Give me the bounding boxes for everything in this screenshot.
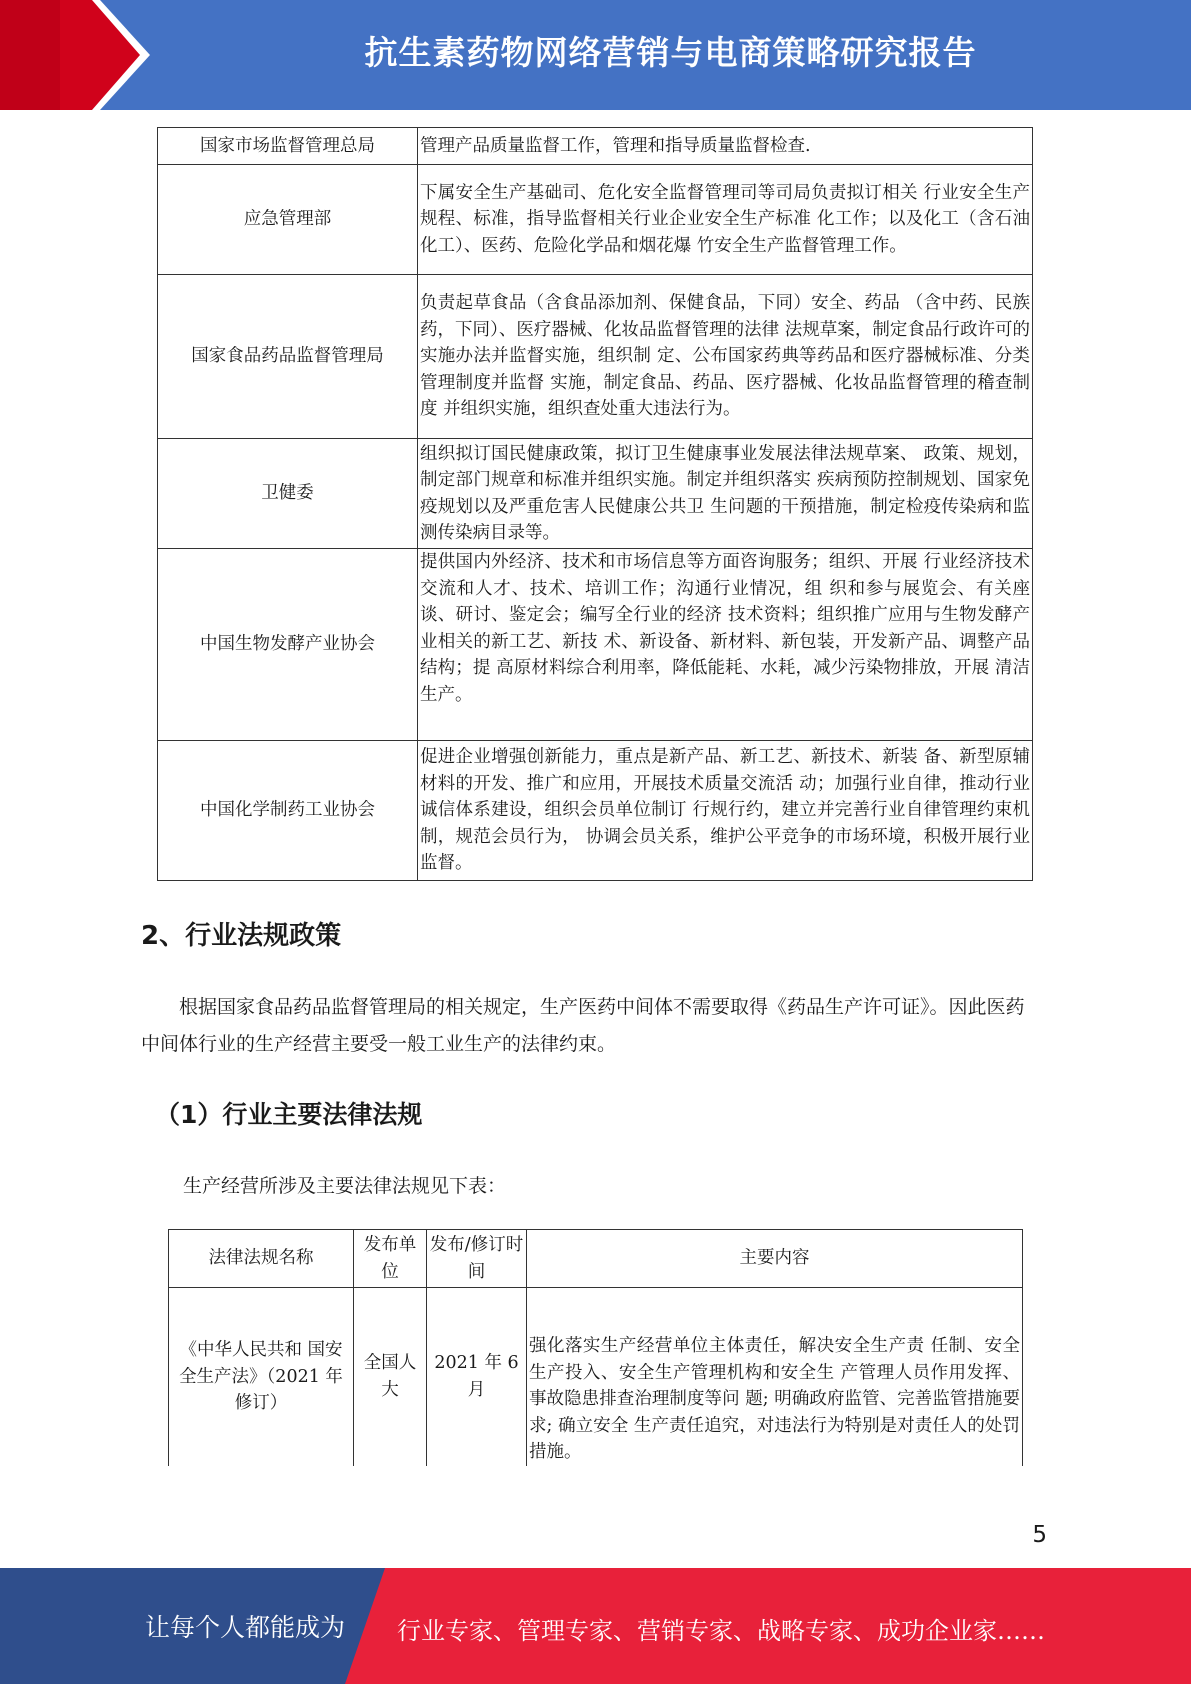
org-cell: 国家市场监督管理总局 <box>158 128 418 165</box>
table-row <box>169 1288 1023 1466</box>
content-cell: 强化落实生产经营单位主体责任，解决安全生产责 任制、安全生产投入、安全生产管理机构和安全生 产管理人员作用发挥、事故隐患排查治理制度等问 题; 明确政府监管、完善监管措施要求; 确立安全 生产责任追究，对违法行为特别是对责任人的处罚 措施。 <box>527 1288 1023 1466</box>
footer-slogan-left: 让每个人都能成为 <box>145 1613 346 1642</box>
issuer-cell: 全国人大 <box>354 1288 427 1466</box>
table-row <box>158 275 1033 439</box>
table-row <box>158 439 1033 549</box>
duty-cell: 组织拟订国民健康政策，拟订卫生健康事业发展法律法规草案、 政策、规划，制定部门规章和标准并组织实施。制定并组织落实 疾病预防控制规划、国家免疫规划以及严重危害人民健康公共卫 生问题的干预措施，制定检疫传染病和监测传染病目录等。 <box>418 439 1033 549</box>
header-red-chevron <box>0 0 160 110</box>
report-title: 抗生素药物网络营销与电商策略研究报告 <box>364 33 977 72</box>
table-row <box>158 741 1033 881</box>
column-header: 发布/修订时间 <box>427 1230 527 1288</box>
laws-table <box>168 1229 1023 1466</box>
duty-cell: 管理产品质量监督工作，管理和指导质量监督检查. <box>418 128 1033 165</box>
org-cell: 中国生物发酵产业协会 <box>158 549 418 741</box>
duty-cell: 促进企业增强创新能力，重点是新产品、新工艺、新技术、新装 备、新型原辅材料的开发、推广和应用，开展技术质量交流活 动；加强行业自律，推动行业诚信体系建设，组织会员单位制订 行规行约，建立并完善行业自律管理约束机制，规范会员行为， 协调会员关系，维护公平竞争的市场环境，积极开展行业监督。 <box>418 741 1033 881</box>
regulators-table <box>157 127 1033 881</box>
duty-cell: 提供国内外经济、技术和市场信息等方面咨询服务；组织、开展 行业经济技术交流和人才、技术、培训工作；沟通行业情况，组 织和参与展览会、有关座谈、研讨、鉴定会；编写全行业的经济 技术资料；组织推广应用与生物发酵产业相关的新工艺、新技 术、新设备、新材料、新包装，开发新产品、调整产品结构；提 高原材料综合利用率，降低能耗、水耗，减少污染物排放，开展 清洁生产。 <box>418 549 1033 741</box>
page-number: 5 <box>1032 1522 1047 1548</box>
duty-cell: 下属安全生产基础司、危化安全监督管理司等司局负责拟订相关 行业安全生产规程、标准，指导监督相关行业企业安全生产标准 化工作；以及化工（含石油化工）、医药、危险化学品和烟花爆 竹安全生产监督管理工作。 <box>418 165 1033 275</box>
column-header: 发布单位 <box>354 1230 427 1288</box>
table-header-row <box>169 1230 1023 1288</box>
org-cell: 中国化学制药工业协会 <box>158 741 418 881</box>
column-header: 主要内容 <box>527 1230 1023 1288</box>
subsection-heading: （1）行业主要法律法规 <box>155 1100 423 1129</box>
org-cell: 应急管理部 <box>158 165 418 275</box>
table-row <box>158 128 1033 165</box>
footer-slogan-right: 行业专家、管理专家、营销专家、战略专家、成功企业家…… <box>397 1617 1045 1645</box>
column-header: 法律法规名称 <box>169 1230 354 1288</box>
table-row <box>158 165 1033 275</box>
body-paragraph: 生产经营所涉及主要法律法规见下表： <box>183 1175 507 1197</box>
law-name-cell: 《中华人民共和 国安全生产法》（2021 年修订） <box>169 1288 354 1466</box>
org-cell: 卫健委 <box>158 439 418 549</box>
duty-cell: 负责起草食品（含食品添加剂、保健食品，下同）安全、药品 （含中药、民族药，下同）、医疗器械、化妆品监督管理的法律 法规草案，制定食品行政许可的实施办法并监督实施，组织制 定、公布国家药典等药品和医疗器械标准、分类管理制度并监督 实施，制定食品、药品、医疗器械、化妆品监督管理的稽查制度 并组织实施，组织查处重大违法行为。 <box>418 275 1033 439</box>
org-cell: 国家食品药品监督管理局 <box>158 275 418 439</box>
section-heading: 2、行业法规政策 <box>141 921 342 951</box>
table-row <box>158 549 1033 741</box>
body-paragraph: 根据国家食品药品监督管理局的相关规定，生产医药中间体不需要取得《药品生产许可证》。因此医药中间体行业的生产经营主要受一般工业生产的法律约束。 <box>141 996 1025 1055</box>
date-cell: 2021 年 6 月 <box>427 1288 527 1466</box>
